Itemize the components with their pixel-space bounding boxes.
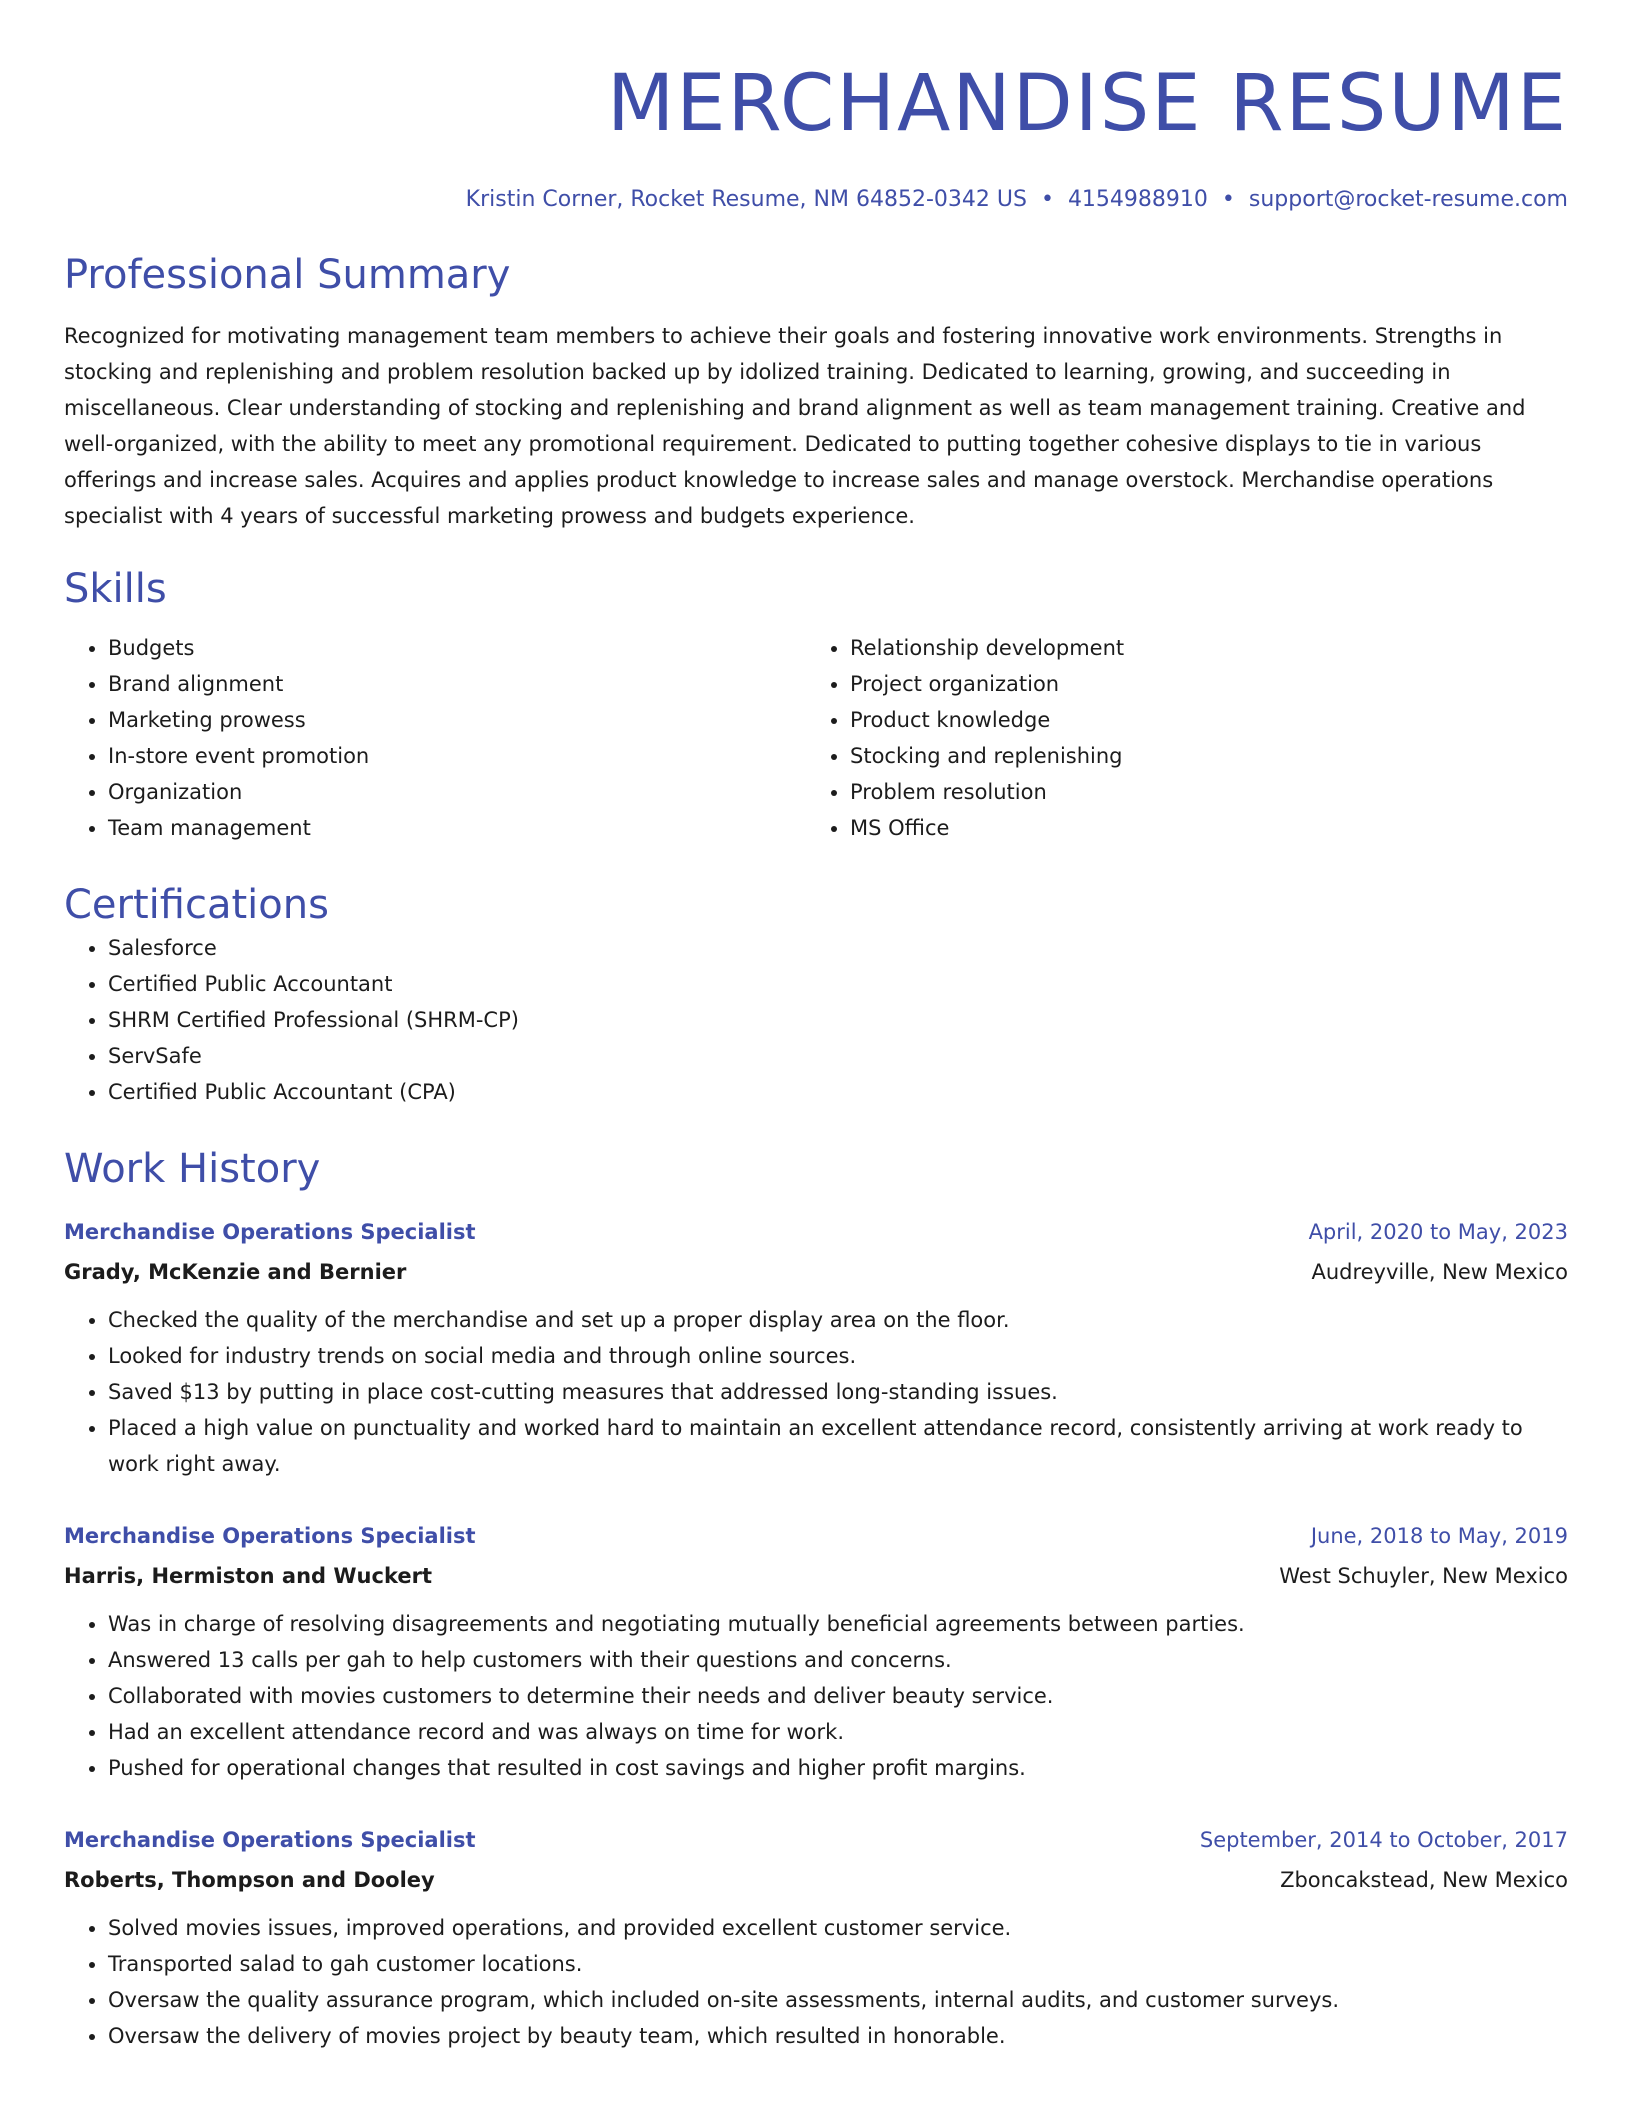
job-entry bbox=[64, 1820, 1568, 2054]
skill-item: • Brand alignment bbox=[108, 666, 806, 702]
skills-column-left bbox=[64, 630, 806, 846]
job-dates: April, 2020 to May, 2023 bbox=[1308, 1220, 1568, 1244]
job-bullet: • Collaborated with movies customers to determine their needs and deliver beauty service. bbox=[108, 1678, 1568, 1714]
contact-phone: 4154988910 bbox=[1067, 187, 1208, 212]
job-title: Merchandise Operations Specialist bbox=[64, 1220, 476, 1244]
job-company-row bbox=[64, 1252, 1568, 1292]
job-bullet: • Had an excellent attendance record and was always on time for work. bbox=[108, 1714, 1568, 1750]
job-location: Zboncakstead, New Mexico bbox=[1280, 1868, 1568, 1892]
job-dates: June, 2018 to May, 2019 bbox=[1310, 1524, 1568, 1548]
job-bullets bbox=[64, 1302, 1568, 1482]
skill-item: • MS Office bbox=[850, 810, 1548, 846]
certification-item: • ServSafe bbox=[108, 1038, 1568, 1074]
job-dates: September, 2014 to October, 2017 bbox=[1199, 1828, 1568, 1852]
job-header-row bbox=[64, 1212, 1568, 1252]
skill-item: • Project organization bbox=[850, 666, 1548, 702]
contact-email: support@rocket-resume.com bbox=[1248, 187, 1568, 212]
work-history-heading: Work History bbox=[64, 1146, 321, 1192]
job-location: West Schuyler, New Mexico bbox=[1279, 1564, 1568, 1588]
job-bullet: • Saved $13 by putting in place cost-cutting measures that addressed long-standing issues. bbox=[108, 1374, 1568, 1410]
job-bullet: • Oversaw the delivery of movies project by beauty team, which resulted in honorable. bbox=[108, 2018, 1568, 2054]
resume-title: MERCHANDISE RESUME bbox=[606, 59, 1568, 149]
certification-item: • Certified Public Accountant (CPA) bbox=[108, 1074, 1568, 1110]
skill-item: • Problem resolution bbox=[850, 774, 1548, 810]
skill-item: • Marketing prowess bbox=[108, 702, 806, 738]
summary-heading: Professional Summary bbox=[64, 252, 511, 298]
skills-columns bbox=[64, 630, 1568, 846]
job-bullet: • Answered 13 calls per gah to help customers with their questions and concerns. bbox=[108, 1642, 1568, 1678]
skill-item: • Budgets bbox=[108, 630, 806, 666]
job-bullet: • Looked for industry trends on social media and through online sources. bbox=[108, 1338, 1568, 1374]
resume-page bbox=[64, 0, 1568, 2054]
job-title: Merchandise Operations Specialist bbox=[64, 1828, 476, 1852]
job-bullet: • Was in charge of resolving disagreements and negotiating mutually beneficial agreements between parties. bbox=[108, 1606, 1568, 1642]
job-company: Grady, McKenzie and Bernier bbox=[64, 1260, 407, 1284]
contact-address: Kristin Corner, Rocket Resume, NM 64852-0342 US bbox=[465, 187, 1027, 212]
certifications-heading: Certifications bbox=[64, 882, 329, 928]
skills-list-right bbox=[806, 630, 1548, 846]
job-header-row bbox=[64, 1516, 1568, 1556]
job-company-row bbox=[64, 1860, 1568, 1900]
job-entry bbox=[64, 1516, 1568, 1786]
contact-separator: • bbox=[1040, 187, 1054, 212]
contact-separator: • bbox=[1221, 187, 1235, 212]
certification-item: • Certified Public Accountant bbox=[108, 966, 1568, 1002]
contact-line bbox=[64, 184, 1568, 216]
job-company: Roberts, Thompson and Dooley bbox=[64, 1868, 435, 1892]
job-company: Harris, Hermiston and Wuckert bbox=[64, 1564, 432, 1588]
job-bullets bbox=[64, 1606, 1568, 1786]
job-header-row bbox=[64, 1820, 1568, 1860]
skill-item: • Stocking and replenishing bbox=[850, 738, 1548, 774]
skill-item: • Product knowledge bbox=[850, 702, 1548, 738]
certification-item: • Salesforce bbox=[108, 930, 1568, 966]
skills-column-right bbox=[806, 630, 1548, 846]
job-bullet: • Pushed for operational changes that resulted in cost savings and higher profit margins. bbox=[108, 1750, 1568, 1786]
job-location: Audreyville, New Mexico bbox=[1311, 1260, 1568, 1284]
skill-item: • In-store event promotion bbox=[108, 738, 806, 774]
job-bullet: • Oversaw the quality assurance program, which included on-site assessments, internal audits, and customer surveys. bbox=[108, 1982, 1568, 2018]
certification-item: • SHRM Certified Professional (SHRM-CP) bbox=[108, 1002, 1568, 1038]
job-bullet: • Solved movies issues, improved operations, and provided excellent customer service. bbox=[108, 1910, 1568, 1946]
job-bullet: • Transported salad to gah customer locations. bbox=[108, 1946, 1568, 1982]
job-bullet: • Checked the quality of the merchandise and set up a proper display area on the floor. bbox=[108, 1302, 1568, 1338]
job-title: Merchandise Operations Specialist bbox=[64, 1524, 476, 1548]
job-entry bbox=[64, 1212, 1568, 1482]
skill-item: • Relationship development bbox=[850, 630, 1548, 666]
certifications-list bbox=[64, 930, 1568, 1110]
job-company-row bbox=[64, 1556, 1568, 1596]
skills-list-left bbox=[64, 630, 806, 846]
skill-item: • Team management bbox=[108, 810, 806, 846]
skills-heading: Skills bbox=[64, 566, 167, 612]
job-bullet: • Placed a high value on punctuality and worked hard to maintain an excellent attendance record, consistently arriving at work ready to work right away. bbox=[108, 1410, 1568, 1482]
skill-item: • Organization bbox=[108, 774, 806, 810]
job-bullets bbox=[64, 1910, 1568, 2054]
summary-text: Recognized for motivating management team members to achieve their goals and fostering innovative work environments. Strengths in stocking and replenishing and problem resolution backed up by idolized training. Dedicated to learning, growing, and succeeding in miscellaneous. Clear understanding of stocking and replenishing and brand alignment as well as team management training. Creative and well-organized, with the ability to meet any promotional requirement. Dedicated to putting together cohesive displays to tie in various offerings and increase sales. Acquires and applies product knowledge to increase sales and manage overstock. Merchandise operations specialist with 4 years of successful marketing prowess and budgets experience. bbox=[64, 324, 1526, 528]
